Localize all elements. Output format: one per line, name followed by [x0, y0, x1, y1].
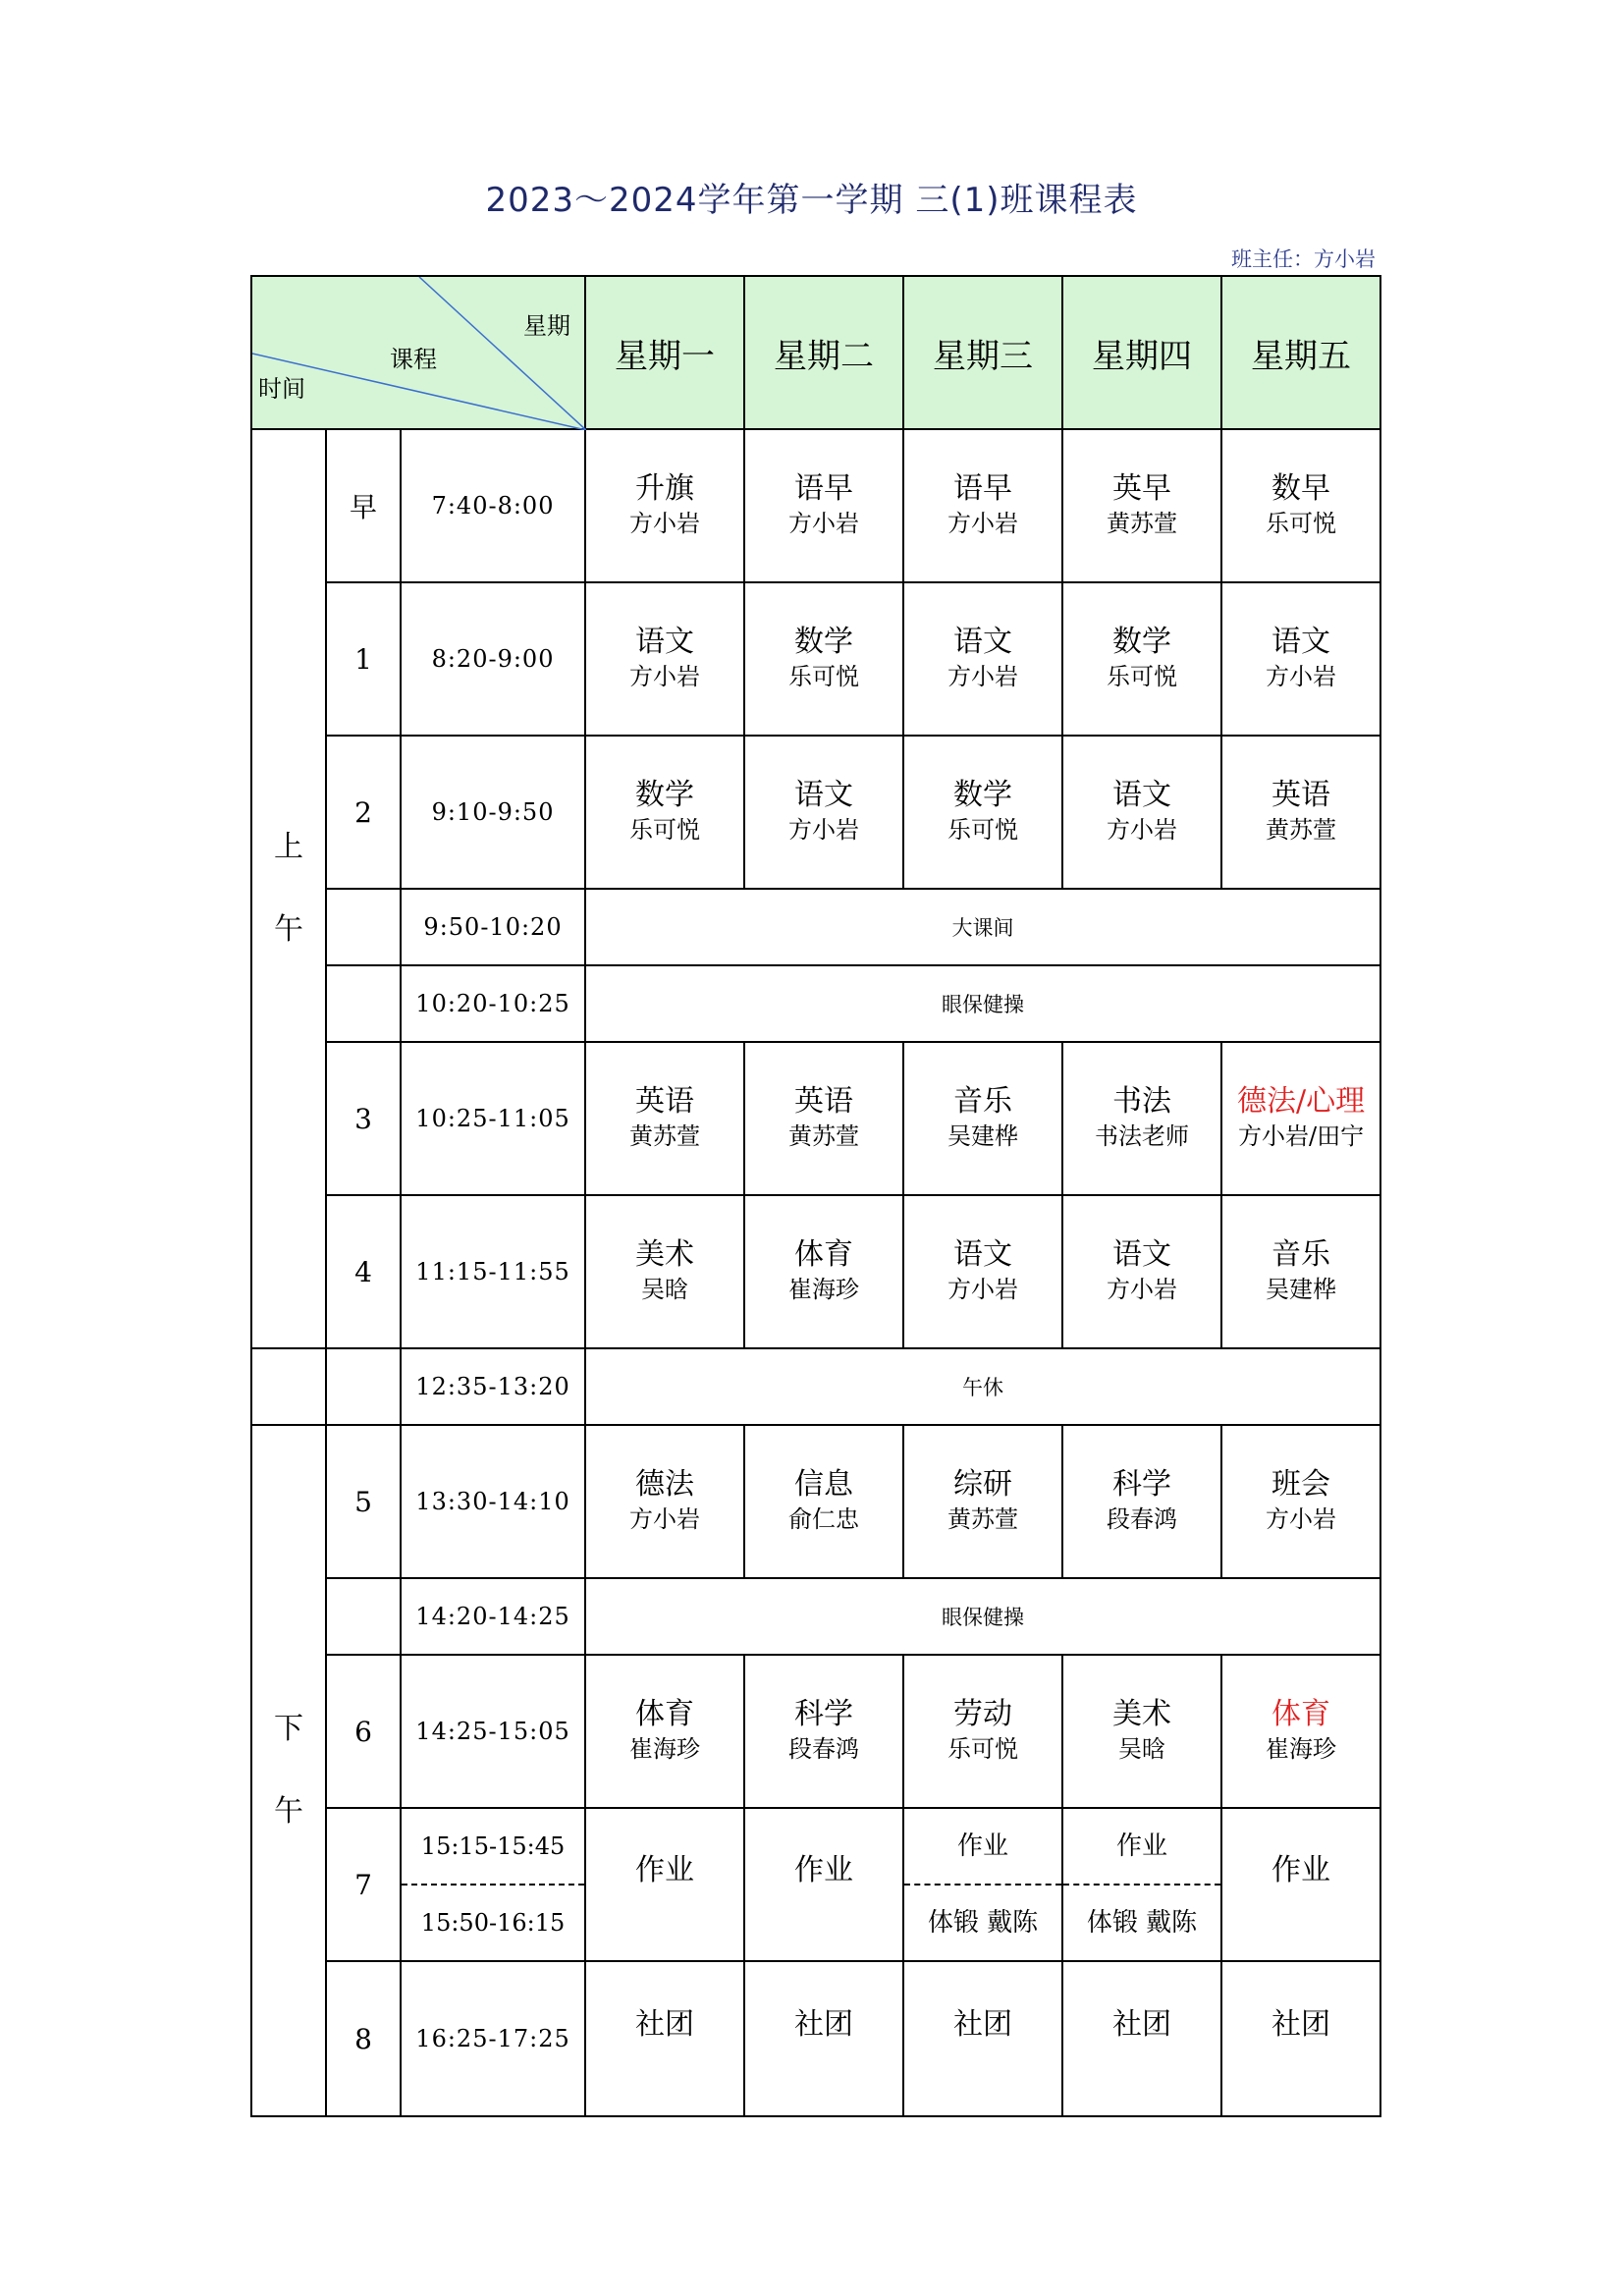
lesson-cell: 社团: [585, 1961, 744, 2116]
lesson-cell: 语文 方小岩: [585, 582, 744, 736]
lesson-cell: 美术 吴晗: [585, 1195, 744, 1348]
page-title: 2023～2024学年第一学期 三(1)班课程表: [485, 181, 1138, 220]
lesson-cell: 升旗 方小岩: [585, 429, 744, 582]
time-cell: 11:15-11:55: [401, 1195, 585, 1348]
table-row: [251, 965, 1380, 1042]
lesson-cell: 数学 乐可悦: [585, 736, 744, 889]
lesson-cell: 英语 黄苏萱: [744, 1042, 903, 1195]
lesson-cell: 语文 方小岩: [744, 736, 903, 889]
time-cell: 8:20-9:00: [401, 582, 585, 736]
lesson-cell: 语文 方小岩: [1062, 736, 1221, 889]
period-label: 7: [326, 1808, 401, 1961]
lesson-cell: 社团: [744, 1961, 903, 2116]
period-label-empty: [326, 965, 401, 1042]
header-row: [251, 276, 1380, 429]
half-label-empty: [251, 1348, 326, 1425]
table-row: [251, 736, 1380, 889]
lesson-cell: 德法/心理 方小岩/田宁: [1221, 1042, 1380, 1195]
lesson-cell: 作业: [1221, 1808, 1380, 1961]
lesson-cell-split: 作业 体锻 戴陈: [1062, 1808, 1221, 1961]
lesson-cell: 语早 方小岩: [744, 429, 903, 582]
period-label: 5: [326, 1425, 401, 1578]
lesson-cell: 劳动 乐可悦: [903, 1655, 1062, 1808]
time-cell: 16:25-17:25: [401, 1961, 585, 2116]
lesson-cell: 科学 段春鸿: [1062, 1425, 1221, 1578]
day-header-wed: 星期三: [903, 276, 1062, 429]
day-header-thu: 星期四: [1062, 276, 1221, 429]
table-row: [251, 1425, 1380, 1578]
lesson-cell: 德法 方小岩: [585, 1425, 744, 1578]
lesson-cell: 科学 段春鸿: [744, 1655, 903, 1808]
period-label: 3: [326, 1042, 401, 1195]
lesson-cell: 作业: [585, 1808, 744, 1961]
eye-exercise-label: 眼保健操: [585, 1578, 1380, 1655]
day-header-mon: 星期一: [585, 276, 744, 429]
lesson-cell: 班会 方小岩: [1221, 1425, 1380, 1578]
afternoon-label: 下 午: [251, 1425, 326, 2116]
lesson-cell: 数早 乐可悦: [1221, 429, 1380, 582]
lesson-cell: 音乐 吴建桦: [1221, 1195, 1380, 1348]
table-row: [251, 1042, 1380, 1195]
period-label-empty: [326, 1578, 401, 1655]
time-cell-b: 15:50-16:15: [420, 1909, 566, 1937]
period-label-empty: [326, 1348, 401, 1425]
time-cell-split: [401, 1808, 585, 1961]
corner-week-label: 星期: [523, 312, 571, 340]
lesson-cell: 语文 方小岩: [903, 1195, 1062, 1348]
period-label: 6: [326, 1655, 401, 1808]
lesson-cell: 社团: [903, 1961, 1062, 2116]
lesson-cell: 作业: [744, 1808, 903, 1961]
lesson-cell: 英语 黄苏萱: [1221, 736, 1380, 889]
period-label: 2: [326, 736, 401, 889]
lesson-cell: 社团: [1062, 1961, 1221, 2116]
table-row: [251, 429, 1380, 582]
lesson-cell: 数学 乐可悦: [1062, 582, 1221, 736]
time-cell: 13:30-14:10: [401, 1425, 585, 1578]
morning-label: 上 午: [251, 429, 326, 1348]
lesson-cell: 社团: [1221, 1961, 1380, 2116]
table-row: [251, 1195, 1380, 1348]
lesson-cell: 语文 方小岩: [903, 582, 1062, 736]
table-row: [251, 1961, 1380, 2116]
time-cell: 7:40-8:00: [401, 429, 585, 582]
time-cell: 10:20-10:25: [401, 965, 585, 1042]
corner-course-label: 课程: [390, 346, 437, 373]
corner-cell: [251, 276, 585, 429]
eye-exercise-label: 眼保健操: [585, 965, 1380, 1042]
lesson-cell: 书法 书法老师: [1062, 1042, 1221, 1195]
day-header-tue: 星期二: [744, 276, 903, 429]
period-label: 8: [326, 1961, 401, 2116]
time-cell-a: 15:15-15:45: [402, 1809, 584, 1886]
lesson-cell: 英语 黄苏萱: [585, 1042, 744, 1195]
schedule-table: [250, 275, 1381, 2117]
time-cell: 10:25-11:05: [401, 1042, 585, 1195]
lesson-cell: 体育 崔海珍: [1221, 1655, 1380, 1808]
day-header-fri: 星期五: [1221, 276, 1380, 429]
lesson-cell: 数学 乐可悦: [744, 582, 903, 736]
table-row: [251, 1808, 1380, 1961]
corner-time-label: 时间: [258, 375, 305, 403]
lesson-cell-split: 作业 体锻 戴陈: [903, 1808, 1062, 1961]
lesson-cell: 体育 崔海珍: [585, 1655, 744, 1808]
lesson-cell: 数学 乐可悦: [903, 736, 1062, 889]
time-cell: 9:50-10:20: [401, 889, 585, 965]
period-label-empty: [326, 889, 401, 965]
lunch-label: 午休: [585, 1348, 1380, 1425]
period-label: 早: [326, 429, 401, 582]
lesson-cell: 语文 方小岩: [1221, 582, 1380, 736]
time-cell: 12:35-13:20: [401, 1348, 585, 1425]
period-label: 4: [326, 1195, 401, 1348]
table-row: [251, 889, 1380, 965]
break-label: 大课间: [585, 889, 1380, 965]
lesson-cell: 语文 方小岩: [1062, 1195, 1221, 1348]
period-label: 1: [326, 582, 401, 736]
lesson-cell: 综研 黄苏萱: [903, 1425, 1062, 1578]
table-row: [251, 1348, 1380, 1425]
table-row: [251, 1578, 1380, 1655]
time-cell: 9:10-9:50: [401, 736, 585, 889]
lesson-cell: 语早 方小岩: [903, 429, 1062, 582]
time-cell: 14:20-14:25: [401, 1578, 585, 1655]
lesson-cell: 音乐 吴建桦: [903, 1042, 1062, 1195]
time-cell: 14:25-15:05: [401, 1655, 585, 1808]
lesson-cell: 英早 黄苏萱: [1062, 429, 1221, 582]
table-row: [251, 1655, 1380, 1808]
head-teacher-note: 班主任：方小岩: [1231, 247, 1376, 271]
lesson-cell: 体育 崔海珍: [744, 1195, 903, 1348]
lesson-cell: 美术 吴晗: [1062, 1655, 1221, 1808]
lesson-cell: 信息 俞仁忠: [744, 1425, 903, 1578]
table-row: [251, 582, 1380, 736]
